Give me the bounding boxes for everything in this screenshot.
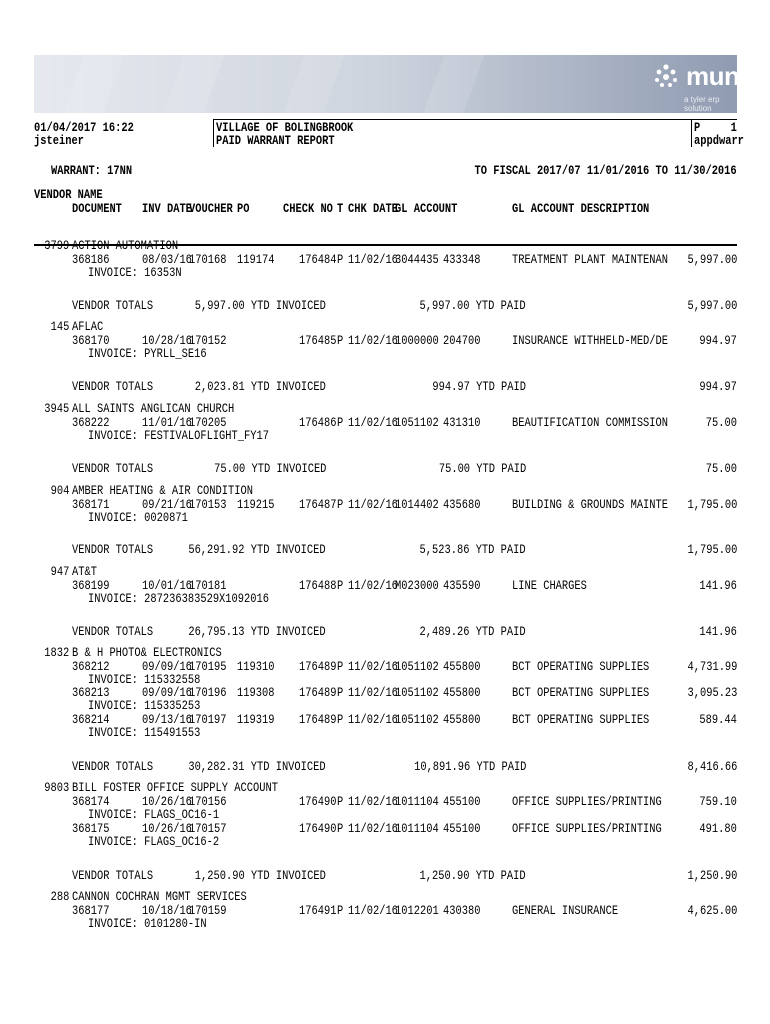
voucher-number: 170153	[189, 497, 227, 512]
ytd-invoiced: 2,023.81 YTD INVOICED	[194, 379, 326, 394]
vendor-total-amount: 994.97	[699, 379, 737, 394]
vendor-totals-label: VENDOR TOTALS	[72, 298, 154, 313]
document-number: 368214	[72, 712, 110, 727]
voucher-number: 170197	[189, 712, 227, 727]
check-date: 11/02/16	[348, 578, 398, 593]
vendor-name: CANNON COCHRAN MGMT SERVICES	[72, 889, 247, 904]
vendor-name: B & H PHOTO& ELECTRONICS	[72, 645, 222, 660]
check-date: 11/02/16	[348, 497, 398, 512]
report-banner	[34, 55, 761, 113]
document-number: 368212	[72, 659, 110, 674]
gl-org: 3044435	[395, 252, 439, 267]
po-number: 119308	[237, 685, 275, 700]
line-amount: 994.97	[699, 333, 737, 348]
ytd-paid: 10,891.96 YTD PAID	[413, 759, 526, 774]
page-number: 1	[730, 120, 737, 135]
check-number: 176485	[299, 333, 337, 348]
vendor-name: BILL FOSTER OFFICE SUPPLY ACCOUNT	[72, 780, 278, 795]
check-number: 176489	[299, 659, 337, 674]
line-amount: 4,731.99	[687, 659, 737, 674]
vendor-name: AT&T	[72, 564, 97, 579]
check-date: 11/02/16	[348, 903, 398, 918]
document-number: 368222	[72, 415, 110, 430]
document-number: 368186	[72, 252, 110, 267]
gl-description: BUILDING & GROUNDS MAINTE	[512, 497, 669, 512]
po-number: 119310	[237, 659, 275, 674]
report-title: PAID WARRANT REPORT	[216, 133, 335, 148]
gl-description: BCT OPERATING SUPPLIES	[512, 685, 650, 700]
gl-org: 1000000	[395, 333, 439, 348]
vendor-totals-label: VENDOR TOTALS	[72, 759, 154, 774]
invoice-date: 08/03/16	[142, 252, 192, 267]
line-amount: 759.10	[699, 794, 737, 809]
invoice-date: 10/01/16	[142, 578, 192, 593]
voucher-number: 170181	[189, 578, 227, 593]
voucher-number: 170205	[189, 415, 227, 430]
col-document: DOCUMENT	[72, 201, 122, 216]
col-gl-description: GL ACCOUNT DESCRIPTION	[512, 201, 650, 216]
ytd-invoiced: 56,291.92 YTD INVOICED	[188, 542, 326, 557]
vendor-total-amount: 75.00	[705, 461, 737, 476]
invoice-reference: INVOICE: FLAGS_OC16-1	[88, 807, 220, 822]
vendor-id: 947	[50, 564, 69, 579]
vendor-totals-label: VENDOR TOTALS	[72, 461, 154, 476]
document-number: 368175	[72, 821, 110, 836]
vendor-id: 3945	[44, 401, 69, 416]
gl-org: 1051102	[395, 712, 439, 727]
check-date: 11/02/16	[348, 252, 398, 267]
invoice-reference: INVOICE: 16353N	[88, 265, 182, 280]
col-check-no: CHECK NO	[283, 201, 333, 216]
check-date: 11/02/16	[348, 685, 398, 700]
gl-description: LINE CHARGES	[512, 578, 587, 593]
voucher-number: 170156	[189, 794, 227, 809]
vendor-totals-label: VENDOR TOTALS	[72, 624, 154, 639]
invoice-reference: INVOICE: 115335253	[88, 698, 201, 713]
gl-org: 1011104	[395, 821, 439, 836]
header-divider	[691, 119, 692, 147]
document-number: 368199	[72, 578, 110, 593]
document-number: 368213	[72, 685, 110, 700]
voucher-number: 170152	[189, 333, 227, 348]
line-amount: 75.00	[705, 415, 737, 430]
check-date: 11/02/16	[348, 712, 398, 727]
document-number: 368174	[72, 794, 110, 809]
check-number: 176489	[299, 685, 337, 700]
check-number: 176490	[299, 821, 337, 836]
vendor-totals-label: VENDOR TOTALS	[72, 868, 154, 883]
gl-object: 455800	[443, 659, 481, 674]
gl-description: BCT OPERATING SUPPLIES	[512, 712, 650, 727]
payment-type: P	[337, 794, 344, 809]
gl-object: 455100	[443, 821, 481, 836]
check-number: 176484	[299, 252, 337, 267]
gl-org: 1012201	[395, 903, 439, 918]
gl-description: BCT OPERATING SUPPLIES	[512, 659, 650, 674]
line-amount: 1,795.00	[687, 497, 737, 512]
org-name: VILLAGE OF BOLINGBROOK	[216, 120, 354, 135]
invoice-reference: INVOICE: 115332558	[88, 672, 201, 687]
ytd-invoiced: 5,997.00 YTD INVOICED	[194, 298, 326, 313]
invoice-date: 10/26/16	[142, 821, 192, 836]
gl-description: OFFICE SUPPLIES/PRINTING	[512, 794, 662, 809]
vendor-total-amount: 1,250.90	[687, 868, 737, 883]
invoice-reference: INVOICE: 287236383529X1092016	[88, 591, 269, 606]
po-number: 119174	[237, 252, 275, 267]
check-number: 176487	[299, 497, 337, 512]
payment-type: P	[337, 333, 344, 348]
gl-description: BEAUTIFICATION COMMISSION	[512, 415, 669, 430]
invoice-reference: INVOICE: 115491553	[88, 725, 201, 740]
check-date: 11/02/16	[348, 333, 398, 348]
invoice-date: 10/28/16	[142, 333, 192, 348]
warrant-id: WARRANT: 17NN	[51, 163, 133, 178]
invoice-reference: INVOICE: FESTIVALOFLIGHT_FY17	[88, 428, 269, 443]
check-number: 176489	[299, 712, 337, 727]
invoice-date: 11/01/16	[142, 415, 192, 430]
program-name: appdwarr	[694, 133, 744, 148]
ytd-invoiced: 30,282.31 YTD INVOICED	[188, 759, 326, 774]
vendor-id: 145	[50, 319, 69, 334]
vendor-id: 1832	[44, 645, 69, 660]
ytd-paid: 2,489.26 YTD PAID	[419, 624, 526, 639]
payment-type: P	[337, 252, 344, 267]
po-number: 119215	[237, 497, 275, 512]
vendor-name: ACTION AUTOMATION	[72, 238, 179, 253]
gl-object: 435680	[443, 497, 481, 512]
header-divider	[213, 119, 214, 147]
gl-description: OFFICE SUPPLIES/PRINTING	[512, 821, 662, 836]
brand-tagline: a tyler erp solution	[684, 95, 720, 113]
gl-object: 455100	[443, 794, 481, 809]
ytd-paid: 5,523.86 YTD PAID	[419, 542, 526, 557]
gl-org: 1051102	[395, 415, 439, 430]
check-number: 176486	[299, 415, 337, 430]
page-label: P	[694, 120, 701, 135]
check-date: 11/02/16	[348, 821, 398, 836]
ytd-paid: 1,250.90 YTD PAID	[419, 868, 526, 883]
col-gl-account: GL ACCOUNT	[395, 201, 458, 216]
ytd-invoiced: 26,795.13 YTD INVOICED	[188, 624, 326, 639]
gl-object: 433348	[443, 252, 481, 267]
invoice-reference: INVOICE: 0101280-IN	[88, 916, 207, 931]
voucher-number: 170159	[189, 903, 227, 918]
vendor-totals-label: VENDOR TOTALS	[72, 379, 154, 394]
ytd-invoiced: 1,250.90 YTD INVOICED	[194, 868, 326, 883]
munis-logo-icon	[652, 63, 680, 91]
report-datetime: 01/04/2017 16:22	[34, 120, 134, 135]
ytd-paid: 5,997.00 YTD PAID	[419, 298, 526, 313]
voucher-number: 170195	[189, 659, 227, 674]
po-number: 119319	[237, 712, 275, 727]
payment-type: P	[337, 712, 344, 727]
brand-name: munis	[686, 61, 761, 91]
line-amount: 491.80	[699, 821, 737, 836]
vendor-name: AMBER HEATING & AIR CONDITION	[72, 483, 253, 498]
payment-type: P	[337, 903, 344, 918]
line-amount: 3,095.23	[687, 685, 737, 700]
ytd-paid: 994.97 YTD PAID	[432, 379, 526, 394]
col-type: T	[337, 201, 344, 216]
gl-object: 455800	[443, 712, 481, 727]
vendor-id: 288	[50, 889, 69, 904]
document-number: 368170	[72, 333, 110, 348]
invoice-reference: INVOICE: PYRLL_SE16	[88, 346, 207, 361]
payment-type: P	[337, 578, 344, 593]
vendor-total-amount: 1,795.00	[687, 542, 737, 557]
gl-object: 431310	[443, 415, 481, 430]
invoice-date: 09/21/16	[142, 497, 192, 512]
invoice-date: 09/09/16	[142, 685, 192, 700]
vendor-id: 904	[50, 483, 69, 498]
vendor-total-amount: 8,416.66	[687, 759, 737, 774]
vendor-total-amount: 141.96	[699, 624, 737, 639]
check-date: 11/02/16	[348, 415, 398, 430]
check-date: 11/02/16	[348, 659, 398, 674]
gl-description: INSURANCE WITHHELD-MED/DE	[512, 333, 669, 348]
document-number: 368177	[72, 903, 110, 918]
report-user: jsteiner	[34, 133, 84, 148]
invoice-date: 09/13/16	[142, 712, 192, 727]
col-vendor-name: VENDOR NAME	[34, 187, 103, 202]
gl-object: 430380	[443, 903, 481, 918]
gl-description: GENERAL INSURANCE	[512, 903, 619, 918]
gl-org: 1014402	[395, 497, 439, 512]
voucher-number: 170196	[189, 685, 227, 700]
vendor-totals-label: VENDOR TOTALS	[72, 542, 154, 557]
payment-type: P	[337, 497, 344, 512]
col-chk-date: CHK DATE	[348, 201, 398, 216]
payment-type: P	[337, 415, 344, 430]
document-number: 368171	[72, 497, 110, 512]
invoice-date: 10/18/16	[142, 903, 192, 918]
ytd-paid: 75.00 YTD PAID	[438, 461, 526, 476]
vendor-total-amount: 5,997.00	[687, 298, 737, 313]
col-po: PO	[237, 201, 250, 216]
gl-object: 435590	[443, 578, 481, 593]
voucher-number: 170157	[189, 821, 227, 836]
line-amount: 589.44	[699, 712, 737, 727]
check-number: 176488	[299, 578, 337, 593]
invoice-reference: INVOICE: 0020871	[88, 510, 188, 525]
payment-type: P	[337, 659, 344, 674]
ytd-invoiced: 75.00 YTD INVOICED	[213, 461, 326, 476]
fiscal-range: TO FISCAL 2017/07 11/01/2016 TO 11/30/2016	[474, 163, 737, 178]
payment-type: P	[337, 821, 344, 836]
invoice-date: 09/09/16	[142, 659, 192, 674]
voucher-number: 170168	[189, 252, 227, 267]
vendor-name: ALL SAINTS ANGLICAN CHURCH	[72, 401, 235, 416]
vendor-id: 3799	[44, 238, 69, 253]
invoice-date: 10/26/16	[142, 794, 192, 809]
invoice-reference: INVOICE: FLAGS_OC16-2	[88, 834, 220, 849]
gl-description: TREATMENT PLANT MAINTENAN	[512, 252, 669, 267]
gl-org: 1051102	[395, 685, 439, 700]
vendor-id: 9803	[44, 780, 69, 795]
check-number: 176491	[299, 903, 337, 918]
line-amount: 141.96	[699, 578, 737, 593]
gl-org: 1011104	[395, 794, 439, 809]
col-inv-date: INV DATE	[142, 201, 192, 216]
col-voucher: VOUCHER	[189, 201, 233, 216]
gl-org: M023000	[395, 578, 439, 593]
gl-org: 1051102	[395, 659, 439, 674]
check-number: 176490	[299, 794, 337, 809]
payment-type: P	[337, 685, 344, 700]
gl-object: 455800	[443, 685, 481, 700]
line-amount: 5,997.00	[687, 252, 737, 267]
check-date: 11/02/16	[348, 794, 398, 809]
gl-object: 204700	[443, 333, 481, 348]
line-amount: 4,625.00	[687, 903, 737, 918]
vendor-name: AFLAC	[72, 319, 104, 334]
